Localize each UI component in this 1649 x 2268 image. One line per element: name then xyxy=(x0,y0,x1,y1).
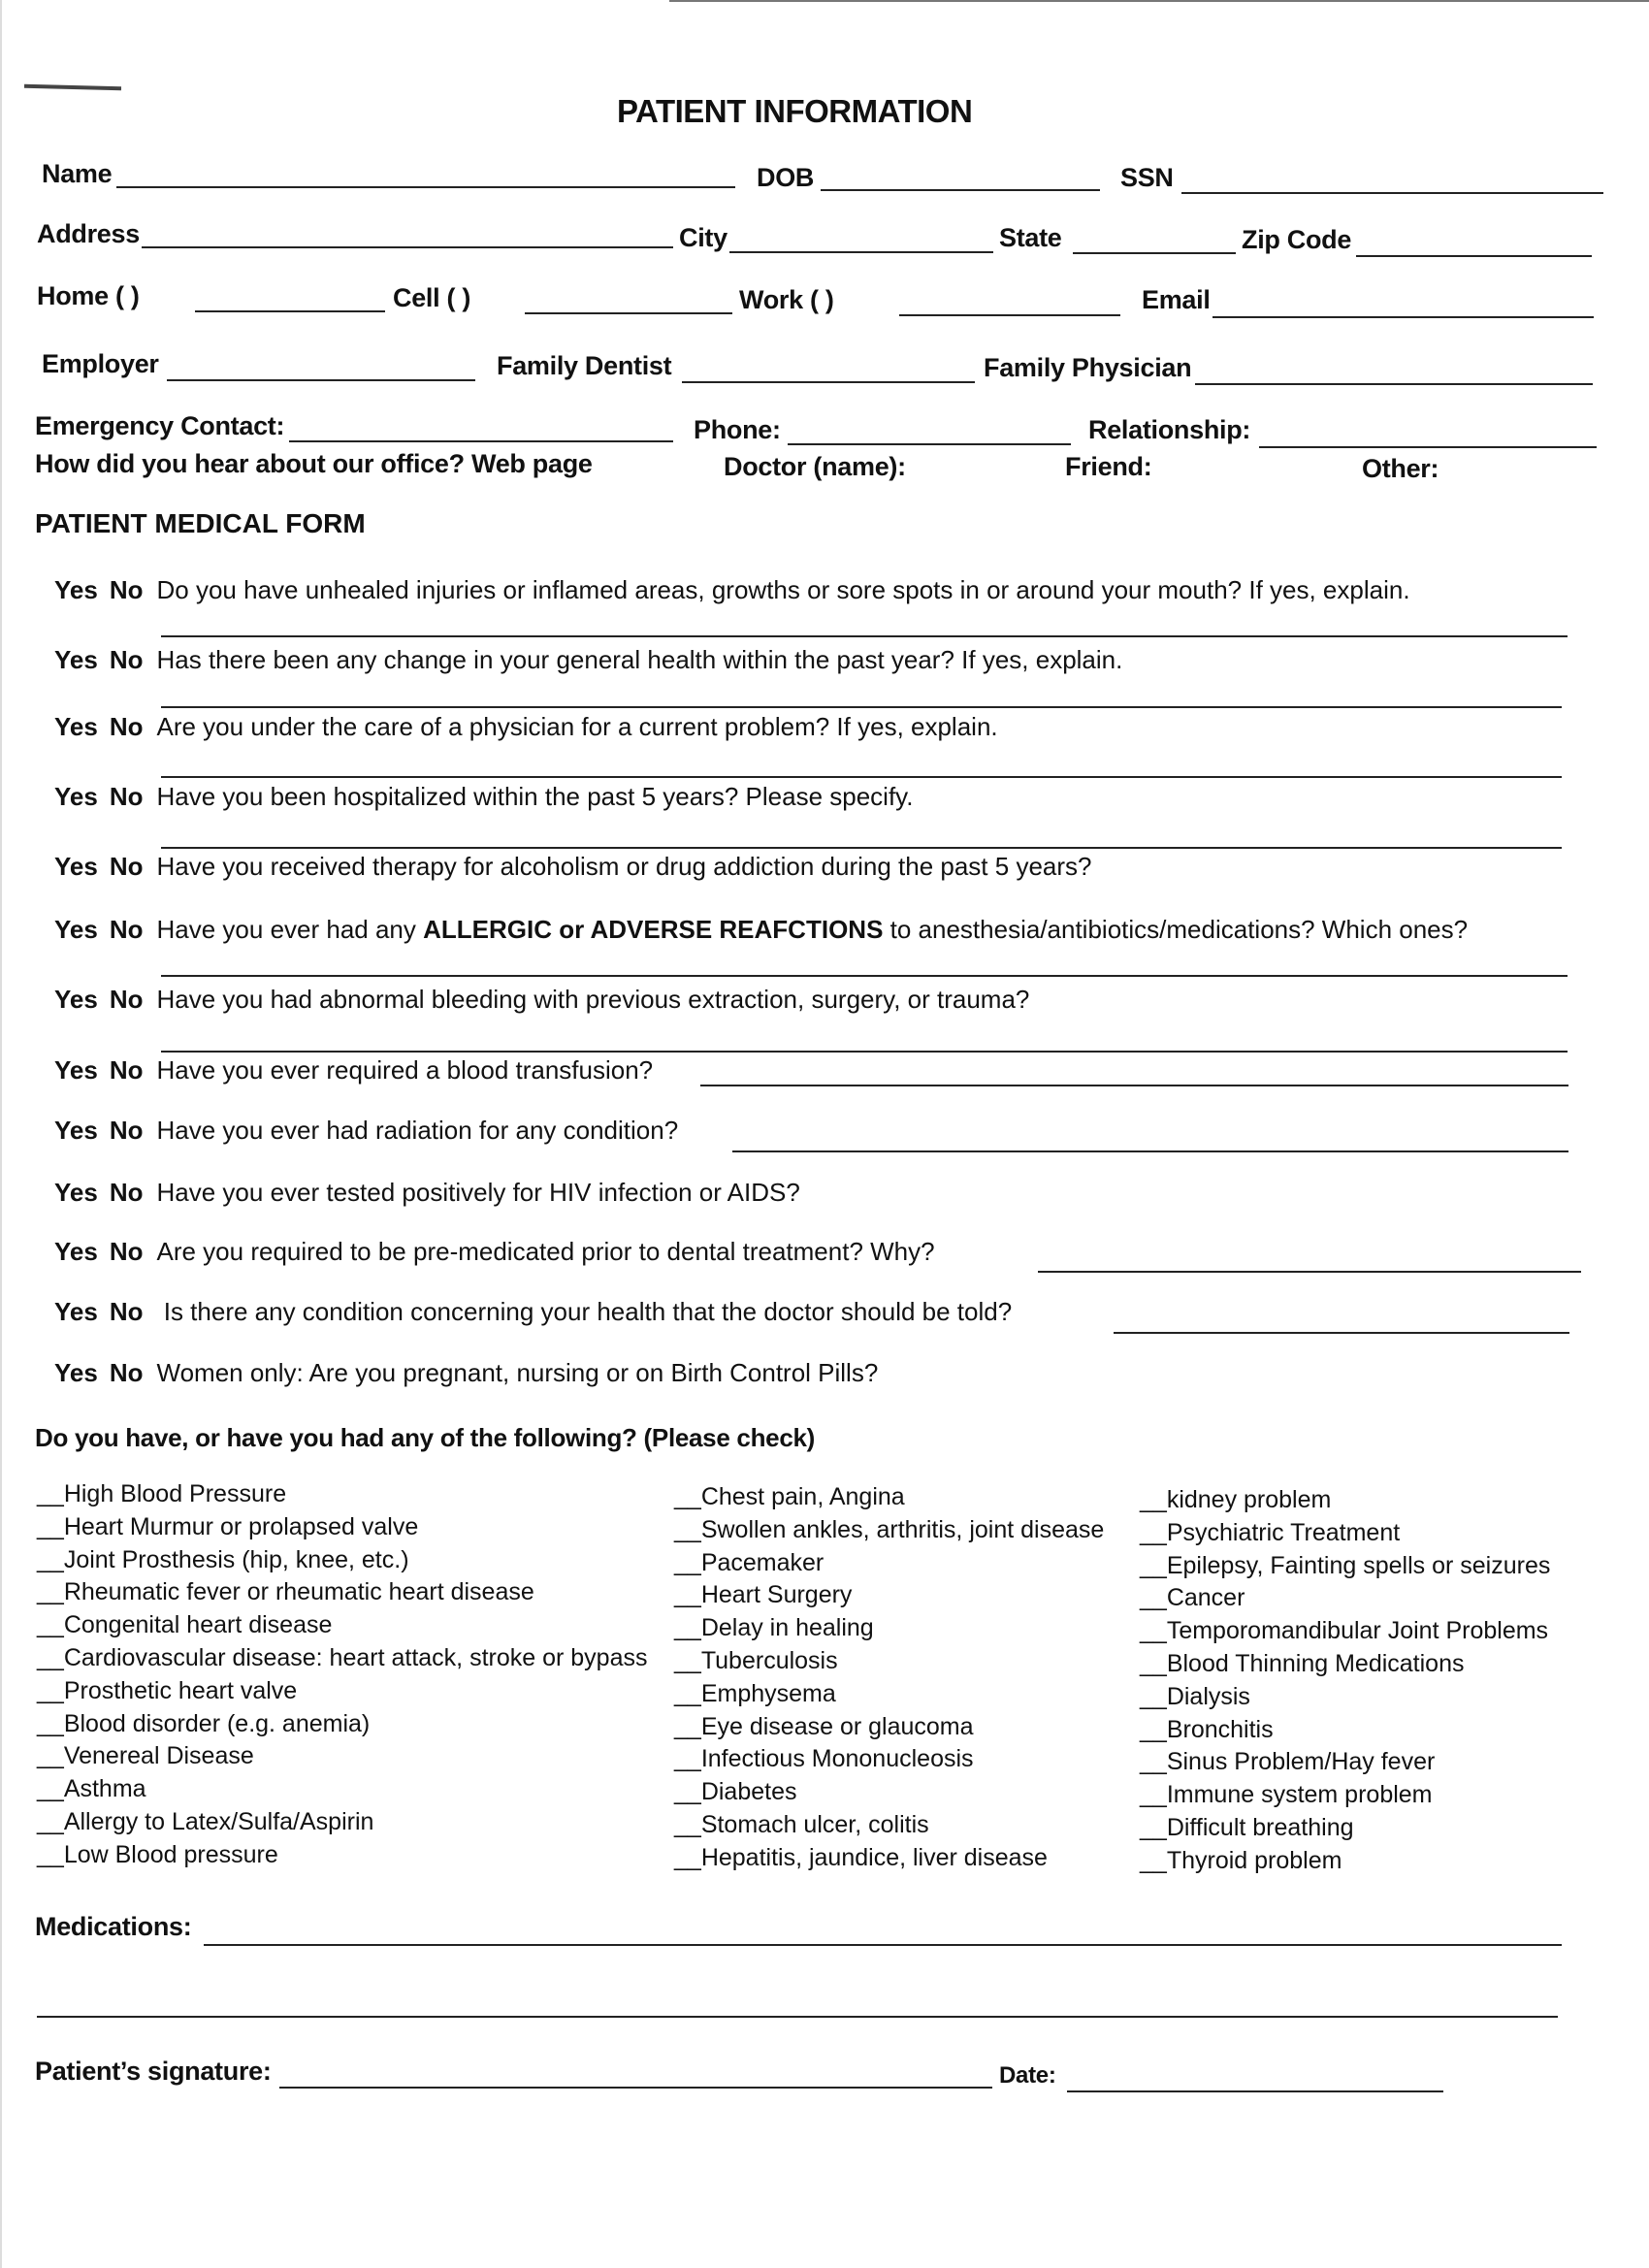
checklist-item-label: Difficult breathing xyxy=(1166,1813,1354,1841)
checklist-column-1 xyxy=(37,1478,648,1872)
yes-option[interactable]: Yes xyxy=(54,645,98,674)
check-blank[interactable]: __ xyxy=(674,1745,701,1773)
referral-other-label: Other: xyxy=(1362,454,1439,483)
checklist-item-label: Thyroid problem xyxy=(1166,1846,1342,1874)
referral-question: How did you hear about our office? Web page xyxy=(35,449,593,478)
checklist-column-2 xyxy=(674,1481,1104,1875)
checklist-heading: Do you have, or have you had any of the following? (Please check) xyxy=(35,1423,816,1452)
checklist-item-label: Stomach ulcer, colitis xyxy=(700,1810,929,1838)
phone-label: Phone: xyxy=(694,415,781,444)
checklist-item[interactable] xyxy=(674,1612,1104,1645)
checklist-item[interactable] xyxy=(1140,1779,1550,1812)
checklist-item-label: Low Blood pressure xyxy=(63,1840,278,1868)
emergency-contact-label: Emergency Contact: xyxy=(35,411,285,440)
check-blank[interactable]: __ xyxy=(674,1581,701,1609)
check-blank[interactable]: __ xyxy=(1140,1781,1167,1809)
check-blank[interactable]: __ xyxy=(1140,1682,1167,1710)
check-blank[interactable]: __ xyxy=(674,1810,701,1838)
signature-field[interactable] xyxy=(279,2087,992,2089)
answer-line[interactable] xyxy=(1038,1271,1581,1273)
checklist-item-label: Hepatitis, jaundice, liver disease xyxy=(700,1843,1048,1871)
email-label: Email xyxy=(1142,285,1211,314)
yes-option[interactable]: Yes xyxy=(54,1237,98,1266)
referral-doctor-label: Doctor (name): xyxy=(724,452,906,481)
signature-label: Patient’s signature: xyxy=(35,2057,272,2086)
checklist-item[interactable] xyxy=(674,1743,1104,1776)
scan-edge xyxy=(0,0,2,2268)
family-physician-field[interactable] xyxy=(1195,383,1593,385)
no-option[interactable]: No xyxy=(109,985,144,1014)
dob-field[interactable] xyxy=(821,189,1100,191)
checklist-item[interactable] xyxy=(1140,1484,1550,1517)
state-field[interactable] xyxy=(1073,252,1236,254)
check-blank[interactable]: __ xyxy=(674,1843,701,1871)
question-text: Have you received therapy for alcoholism or drug addiction during the past 5 years? xyxy=(156,852,1092,881)
work-phone-field[interactable] xyxy=(899,314,1120,316)
checklist-item[interactable] xyxy=(1140,1582,1550,1615)
check-blank[interactable]: __ xyxy=(1140,1748,1167,1776)
check-blank[interactable]: __ xyxy=(1140,1551,1167,1579)
checklist-item-label: Cancer xyxy=(1166,1584,1245,1612)
yes-option[interactable]: Yes xyxy=(54,712,98,741)
city-label: City xyxy=(679,223,728,252)
checklist-item-label: Prosthetic heart valve xyxy=(63,1676,298,1704)
checklist-item[interactable] xyxy=(37,1675,648,1708)
relationship-label: Relationship: xyxy=(1088,415,1251,444)
checklist-item[interactable] xyxy=(37,1478,648,1511)
checklist-item[interactable] xyxy=(37,1511,648,1544)
question-text: Have you ever had radiation for any condition? xyxy=(156,1116,679,1145)
checklist-item-label: Bronchitis xyxy=(1166,1715,1274,1743)
check-blank[interactable]: __ xyxy=(674,1483,701,1510)
yes-option[interactable]: Yes xyxy=(54,575,98,604)
employer-label: Employer xyxy=(42,349,159,378)
check-blank[interactable]: __ xyxy=(1140,1846,1167,1874)
checklist-item[interactable] xyxy=(674,1711,1104,1744)
checklist-item[interactable] xyxy=(37,1642,648,1675)
yes-option[interactable]: Yes xyxy=(54,782,98,811)
question-text: Has there been any change in your general health within the past year? If yes, explain. xyxy=(156,645,1123,674)
checklist-item[interactable] xyxy=(674,1514,1104,1547)
checklist-item-label: Venereal Disease xyxy=(63,1742,254,1770)
check-blank[interactable]: __ xyxy=(37,1643,64,1671)
medical-form-heading: PATIENT MEDICAL FORM xyxy=(35,508,366,538)
question-row xyxy=(54,985,1029,1015)
checklist-item-label: Immune system problem xyxy=(1166,1781,1433,1809)
no-option[interactable]: No xyxy=(109,1358,144,1387)
question-row xyxy=(54,1116,678,1146)
checklist-item-label: Heart Surgery xyxy=(700,1581,853,1609)
check-blank[interactable]: __ xyxy=(37,1545,64,1573)
dob-label: DOB xyxy=(757,163,815,192)
work-phone-label: Work ( ) xyxy=(739,285,834,314)
check-blank[interactable]: __ xyxy=(674,1778,701,1806)
check-blank[interactable]: __ xyxy=(674,1712,701,1740)
city-field[interactable] xyxy=(729,251,993,253)
checklist-item[interactable] xyxy=(37,1806,648,1839)
checklist-item[interactable] xyxy=(37,1740,648,1773)
no-option[interactable]: No xyxy=(109,782,144,811)
family-dentist-label: Family Dentist xyxy=(497,351,672,380)
medications-label: Medications: xyxy=(35,1912,192,1941)
checklist-item-label: Heart Murmur or prolapsed valve xyxy=(63,1512,419,1540)
checklist-item[interactable] xyxy=(1140,1681,1550,1714)
checklist-item-label: Joint Prosthesis (hip, knee, etc.) xyxy=(63,1545,409,1573)
relationship-field[interactable] xyxy=(1259,446,1597,448)
checklist-item-label: Pacemaker xyxy=(700,1548,824,1576)
yes-option[interactable]: Yes xyxy=(54,1358,98,1387)
checklist-item-label: Tuberculosis xyxy=(700,1646,838,1674)
checklist-item-label: Cardiovascular disease: heart attack, stroke or bypass xyxy=(63,1643,648,1671)
checklist-item-label: Chest pain, Angina xyxy=(700,1483,905,1510)
checklist-item[interactable] xyxy=(1140,1648,1550,1681)
check-blank[interactable]: __ xyxy=(1140,1715,1167,1743)
checklist-item[interactable] xyxy=(37,1708,648,1741)
checklist-item[interactable] xyxy=(1140,1714,1550,1747)
checklist-item-label: Delay in healing xyxy=(700,1614,874,1642)
no-option[interactable]: No xyxy=(109,1116,144,1145)
answer-line[interactable] xyxy=(161,635,1568,637)
yes-option[interactable]: Yes xyxy=(54,1055,98,1085)
checklist-item[interactable] xyxy=(1140,1746,1550,1779)
question-text: Is there any condition concerning your health that the doctor should be told? xyxy=(156,1297,1013,1326)
question-row xyxy=(54,575,1410,605)
answer-line[interactable] xyxy=(161,706,1562,708)
scan-artifact-mark xyxy=(24,84,121,91)
check-blank[interactable]: __ xyxy=(37,1512,64,1540)
page-title: PATIENT INFORMATION xyxy=(617,93,973,129)
checklist-item[interactable] xyxy=(37,1609,648,1642)
question-row xyxy=(54,1055,653,1085)
check-blank[interactable]: __ xyxy=(37,1578,64,1606)
yes-option[interactable]: Yes xyxy=(54,1178,98,1207)
home-phone-label: Home ( ) xyxy=(37,281,140,310)
checklist-item-label: Swollen ankles, arthritis, joint disease xyxy=(700,1515,1105,1543)
yes-option[interactable]: Yes xyxy=(54,985,98,1014)
checklist-item[interactable] xyxy=(674,1645,1104,1678)
checklist-item[interactable] xyxy=(674,1842,1104,1875)
checklist-item-label: Blood Thinning Medications xyxy=(1166,1649,1465,1677)
check-blank[interactable]: __ xyxy=(1140,1518,1167,1546)
family-dentist-field[interactable] xyxy=(682,381,975,383)
no-option[interactable]: No xyxy=(109,852,144,881)
answer-line[interactable] xyxy=(732,1150,1568,1152)
check-blank[interactable]: __ xyxy=(37,1807,64,1835)
check-blank[interactable]: __ xyxy=(674,1679,701,1707)
no-option[interactable]: No xyxy=(109,712,144,741)
question-text: Have you had abnormal bleeding with previous extraction, surgery, or trauma? xyxy=(156,985,1030,1014)
check-blank[interactable]: __ xyxy=(37,1775,64,1803)
date-field[interactable] xyxy=(1067,2090,1443,2092)
checklist-item-label: Diabetes xyxy=(700,1778,797,1806)
ssn-label: SSN xyxy=(1120,163,1174,192)
yes-option[interactable]: Yes xyxy=(54,915,98,944)
checklist-item[interactable] xyxy=(1140,1812,1550,1845)
checklist-item-label: Eye disease or glaucoma xyxy=(700,1712,974,1740)
no-option[interactable]: No xyxy=(109,1178,144,1207)
question-text: Have you ever had any ALLERGIC or ADVERSE REAFCTIONS to anesthesia/antibiotics/medications? Which ones? xyxy=(156,915,1469,944)
check-blank[interactable]: __ xyxy=(1140,1649,1167,1677)
checklist-item-label: kidney problem xyxy=(1166,1486,1332,1513)
check-blank[interactable]: __ xyxy=(1140,1486,1167,1513)
checklist-item[interactable] xyxy=(1140,1615,1550,1648)
question-text: Women only: Are you pregnant, nursing or on Birth Control Pills? xyxy=(156,1358,879,1387)
name-label: Name xyxy=(42,159,113,188)
emergency-contact-field[interactable] xyxy=(289,440,673,442)
medications-field-line-2[interactable] xyxy=(37,2016,1558,2018)
address-field[interactable] xyxy=(142,246,673,248)
checklist-item[interactable] xyxy=(37,1773,648,1806)
check-blank[interactable]: __ xyxy=(37,1840,64,1868)
no-option[interactable]: No xyxy=(109,1297,144,1326)
checklist-item[interactable] xyxy=(674,1678,1104,1711)
state-label: State xyxy=(999,223,1062,252)
checklist-item[interactable] xyxy=(674,1481,1104,1514)
yes-option[interactable]: Yes xyxy=(54,1297,98,1326)
checklist-item[interactable] xyxy=(1140,1845,1550,1878)
no-option[interactable]: No xyxy=(109,575,144,604)
name-field[interactable] xyxy=(116,186,735,188)
no-option[interactable]: No xyxy=(109,915,144,944)
checklist-item[interactable] xyxy=(37,1576,648,1609)
checklist-item-label: Temporomandibular Joint Problems xyxy=(1166,1617,1549,1645)
answer-line[interactable] xyxy=(700,1085,1568,1086)
question-text: Have you ever required a blood transfusion? xyxy=(156,1055,654,1085)
referral-friend-label: Friend: xyxy=(1065,452,1152,481)
question-row xyxy=(54,1237,935,1267)
no-option[interactable]: No xyxy=(109,1055,144,1085)
check-blank[interactable]: __ xyxy=(674,1515,701,1543)
question-row xyxy=(54,1358,878,1388)
family-physician-label: Family Physician xyxy=(984,353,1192,382)
question-row xyxy=(54,782,913,812)
checklist-item-label: Rheumatic fever or rheumatic heart disease xyxy=(63,1578,534,1606)
checklist-item-label: Asthma xyxy=(63,1775,146,1803)
question-text: Are you under the care of a physician for a current problem? If yes, explain. xyxy=(156,712,998,741)
check-blank[interactable]: __ xyxy=(674,1548,701,1576)
yes-option[interactable]: Yes xyxy=(54,852,98,881)
home-phone-field[interactable] xyxy=(195,310,385,312)
checklist-item-label: Psychiatric Treatment xyxy=(1166,1518,1401,1546)
check-blank[interactable]: __ xyxy=(37,1611,64,1639)
check-blank[interactable]: __ xyxy=(1140,1813,1167,1841)
checklist-item[interactable] xyxy=(674,1547,1104,1580)
check-blank[interactable]: __ xyxy=(37,1709,64,1737)
check-blank[interactable]: __ xyxy=(1140,1617,1167,1645)
answer-line[interactable] xyxy=(161,975,1568,977)
checklist-item-label: Infectious Mononucleosis xyxy=(700,1745,974,1773)
no-option[interactable]: No xyxy=(109,645,144,674)
answer-line[interactable] xyxy=(1114,1332,1569,1334)
check-blank[interactable]: __ xyxy=(674,1646,701,1674)
date-label: Date: xyxy=(999,2062,1056,2089)
checklist-item[interactable] xyxy=(1140,1550,1550,1583)
checklist-item[interactable] xyxy=(674,1776,1104,1809)
checklist-item-label: High Blood Pressure xyxy=(63,1480,287,1507)
scan-artifact-line xyxy=(669,0,1649,2)
checklist-item-label: Congenital heart disease xyxy=(63,1611,333,1639)
no-option[interactable]: No xyxy=(109,1237,144,1266)
checklist-item-label: Dialysis xyxy=(1166,1682,1250,1710)
question-text: Have you been hospitalized within the past 5 years? Please specify. xyxy=(156,782,914,811)
checklist-item-label: Allergy to Latex/Sulfa/Aspirin xyxy=(63,1807,374,1835)
zip-label: Zip Code xyxy=(1242,225,1352,254)
employer-field[interactable] xyxy=(167,379,475,381)
checklist-item-label: Sinus Problem/Hay fever xyxy=(1166,1748,1436,1776)
checklist-item[interactable] xyxy=(37,1544,648,1577)
question-row xyxy=(54,712,998,742)
question-text: Do you have unhealed injuries or inflamed areas, growths or sore spots in or around your mouth? If yes, explain. xyxy=(156,575,1410,604)
answer-line[interactable] xyxy=(161,847,1562,849)
checklist-item[interactable] xyxy=(674,1579,1104,1612)
question-emphasis: ALLERGIC or ADVERSE REAFCTIONS xyxy=(423,915,884,944)
zip-field[interactable] xyxy=(1356,255,1592,257)
checklist-item-label: Epilepsy, Fainting spells or seizures xyxy=(1166,1551,1551,1579)
checklist-item[interactable] xyxy=(674,1809,1104,1842)
check-blank[interactable]: __ xyxy=(674,1614,701,1642)
question-text: Have you ever tested positively for HIV infection or AIDS? xyxy=(156,1178,800,1207)
email-field[interactable] xyxy=(1212,316,1594,318)
address-label: Address xyxy=(37,219,140,248)
cell-phone-field[interactable] xyxy=(525,312,732,314)
question-row xyxy=(54,915,1468,945)
question-row xyxy=(54,1297,1012,1327)
question-row xyxy=(54,852,1091,882)
check-blank[interactable]: __ xyxy=(37,1742,64,1770)
answer-line[interactable] xyxy=(161,776,1562,778)
checklist-item[interactable] xyxy=(1140,1517,1550,1550)
yes-option[interactable]: Yes xyxy=(54,1116,98,1145)
check-blank[interactable]: __ xyxy=(37,1480,64,1507)
check-blank[interactable]: __ xyxy=(1140,1584,1167,1612)
question-text: Are you required to be pre-medicated prior to dental treatment? Why? xyxy=(156,1237,935,1266)
answer-line[interactable] xyxy=(161,1051,1568,1053)
phone-field[interactable] xyxy=(788,443,1071,445)
cell-phone-label: Cell ( ) xyxy=(393,283,471,312)
medications-field-line-1[interactable] xyxy=(204,1944,1562,1946)
checklist-item-label: Blood disorder (e.g. anemia) xyxy=(63,1709,371,1737)
checklist-column-3 xyxy=(1140,1484,1550,1878)
checklist-item-label: Emphysema xyxy=(700,1679,836,1707)
checklist-item[interactable] xyxy=(37,1839,648,1872)
question-row xyxy=(54,1178,800,1208)
question-row xyxy=(54,645,1122,675)
check-blank[interactable]: __ xyxy=(37,1676,64,1704)
ssn-field[interactable] xyxy=(1181,192,1603,194)
